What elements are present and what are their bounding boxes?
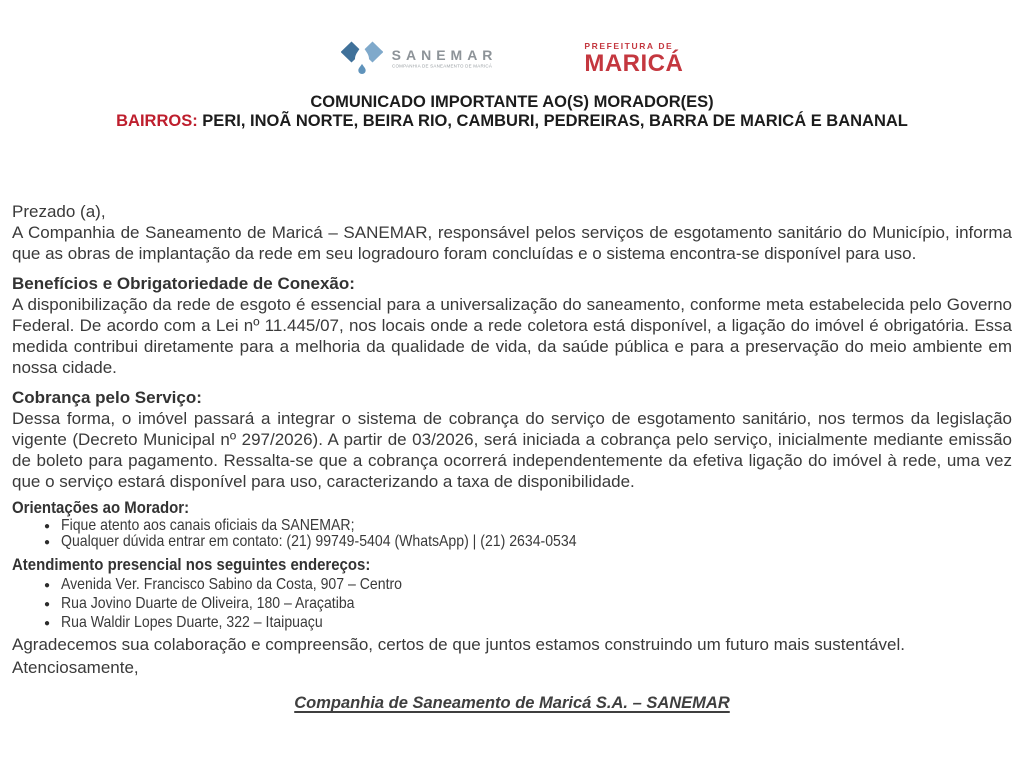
- prefeitura-logo-wordmark: MARICÁ: [584, 49, 684, 77]
- address-item: [44, 613, 1012, 632]
- section-paragraph-cobranca: Dessa forma, o imóvel passará a integrar o sistema de cobrança do serviço de esgotamento sanitário, nos termos da legislação vigente (Decreto Municipal nº 297/2026). A partir de 03/2026, será iniciada a cobrança pelo serviço, inicialmente mediante emissão de boleto para pagamento. Ressalta-se que a cobrança ocorrerá independentemente da efetiva ligação do imóvel à rede, uma vez que o serviço estará disponível para uso, caracterizando a taxa de disponibilidade.: [12, 409, 1012, 491]
- sanemar-wordmark: SANEMAR: [391, 47, 498, 63]
- bullet-text: Fique atento aos canais oficiais da SANEMAR;: [61, 517, 355, 534]
- atendimento-list: [12, 575, 1012, 632]
- sanemar-logo-text: [392, 48, 571, 70]
- sanemar-tagline: COMPANHIA DE SANEAMENTO DE MARICÁ: [391, 63, 492, 69]
- prefeitura-marica-logo: [584, 42, 683, 76]
- address-text: Avenida Ver. Francisco Sabino da Costa, 907 – Centro: [61, 576, 402, 593]
- notice-body: [0, 201, 1024, 678]
- signature-line: [0, 694, 1024, 713]
- address-text: Rua Jovino Duarte de Oliveira, 180 – Araçatiba: [61, 595, 355, 612]
- section-heading-atendimento-label: Atendimento presencial nos seguintes endereços:: [12, 555, 371, 574]
- header-logos: [0, 0, 1024, 82]
- bairros-label: BAIRROS:: [116, 112, 198, 130]
- closing-regards: Atenciosamente,: [12, 658, 139, 677]
- intro-paragraph: A Companhia de Saneamento de Maricá – SANEMAR, responsável pelos serviços de esgotamento sanitário do Município, informa que as obras de implantação da rede em seu logradouro foram concluídas e o sistema encontra-se disponível para uso.: [12, 223, 1012, 263]
- company-signature: Companhia de Saneamento de Maricá S.A. – SANEMAR: [294, 694, 730, 712]
- notice-title-block: [0, 93, 1024, 131]
- prefeitura-logo-line1: PREFEITURA DE: [584, 41, 674, 52]
- address-item: [44, 594, 1012, 613]
- list-item: [44, 518, 1012, 534]
- section-heading-orientacoes-label: Orientações ao Morador:: [12, 498, 190, 517]
- sanemar-logo-icon: [341, 39, 383, 79]
- section-heading-orientacoes: [12, 497, 1012, 518]
- closing-thanks: Agradecemos sua colaboração e compreensão, certos de que juntos estamos construindo um futuro mais sustentável.: [12, 635, 905, 654]
- bairros-list: PERI, INOÃ NORTE, BEIRA RIO, CAMBURI, PEDREIRAS, BARRA DE MARICÁ E BANANAL: [197, 112, 908, 130]
- orientacoes-list: [12, 518, 1012, 549]
- section-paragraph-beneficios: A disponibilização da rede de esgoto é essencial para a universalização do saneamento, conforme meta estabelecida pelo Governo Federal. De acordo com a Lei nº 11.445/07, nos locais onde a rede coletora está disponível, a ligação do imóvel é obrigatória. Essa medida contribui diretamente para a melhoria da qualidade de vida, da saúde pública e para a preservação do meio ambiente em nossa cidade.: [12, 295, 1012, 377]
- salutation: Prezado (a),: [12, 202, 106, 221]
- section-heading-beneficios: Benefícios e Obrigatoriedade de Conexão:: [12, 274, 355, 293]
- bairros-line: [0, 112, 1024, 131]
- address-item: [44, 575, 1012, 594]
- list-item: [44, 534, 1012, 550]
- closing-block: [12, 634, 1012, 678]
- notice-title: COMUNICADO IMPORTANTE AO(S) MORADOR(ES): [310, 93, 714, 111]
- address-text: Rua Waldir Lopes Duarte, 322 – Itaipuaçu: [61, 614, 323, 631]
- bullet-text: Qualquer dúvida entrar em contato: (21) 99749-5404 (WhatsApp) | (21) 2634-0534: [61, 532, 577, 550]
- section-heading-atendimento: [12, 554, 1012, 575]
- section-heading-cobranca: Cobrança pelo Serviço:: [12, 388, 202, 407]
- sanemar-logo: [341, 39, 571, 79]
